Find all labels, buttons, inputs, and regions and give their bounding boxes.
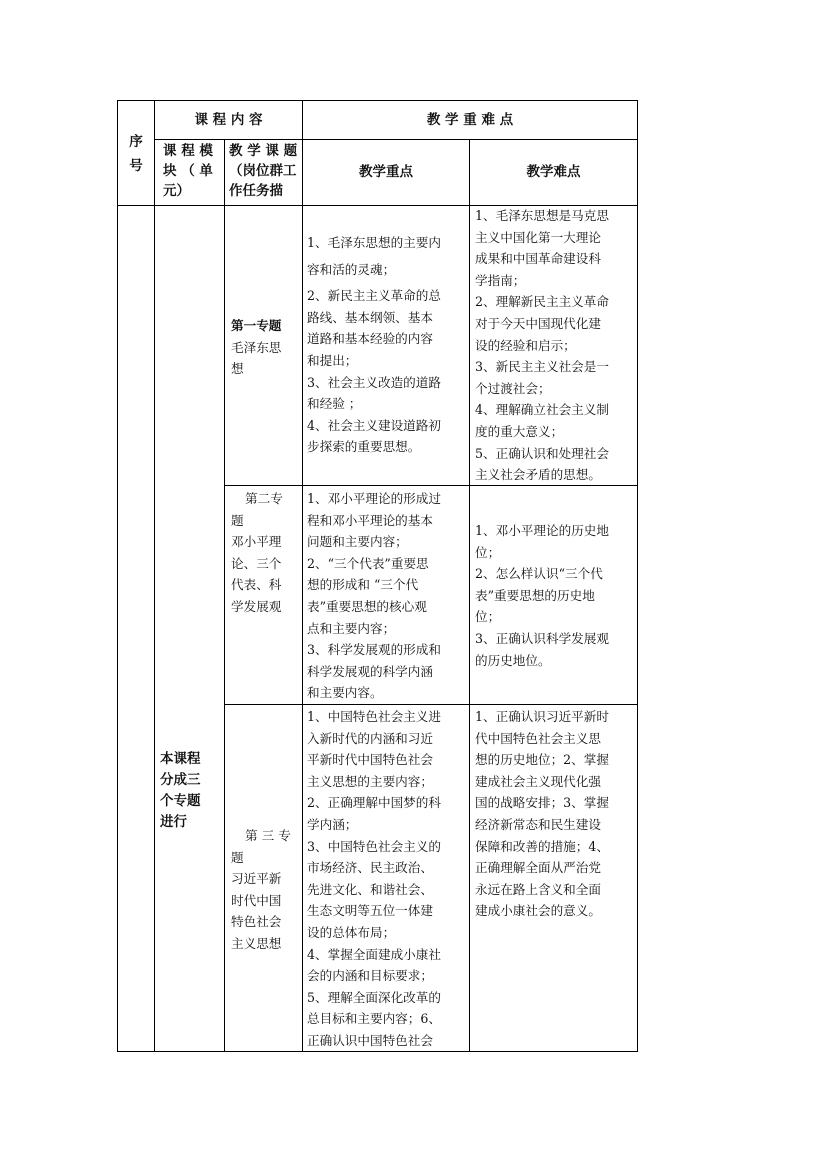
teaching-focus-header: 教 学 重 难 点 — [426, 112, 514, 128]
row-divider — [224, 704, 638, 705]
topic-cell: 第一专题 毛泽东思 想 — [231, 318, 282, 377]
topic-header: 教 学 课 题 （岗位群工 作任务描 — [229, 143, 298, 199]
course-content-header: 课 程 内 容 — [194, 112, 263, 128]
difficulties-cell: 1、正确认识习近平新时 代中国特色社会主义思 想的历史地位；2、掌握 建成社会主义现代化强 国的战略安排；3、掌握 经济新常态和民生建设 保障和改善的措施；4、 正确理解全面从严治党 永远在路上含义和全面 建成小康社会的意义。 — [475, 709, 609, 919]
key-points-header: 教学重点 — [359, 164, 413, 180]
table-border-left — [117, 100, 118, 1051]
seq-header: 序 号 — [129, 134, 143, 174]
difficulties-cell: 1、毛泽东思想是马克思 主义中国化第一大理论 成果和中国革命建设科 学指南； 2、理解新民主主义革命 对于今天中国现代化建 设的经验和启示； 3、新民主主义社会是一 个过渡社会； 4、理解确立社会主义制 度的重大意义； 5、正确认识和处理社会 主义社会矛盾的思想。 — [475, 208, 609, 483]
module-cell: 本课程 分成三 个专题 进行 — [160, 751, 201, 830]
column-divider — [302, 100, 303, 1051]
column-divider — [469, 139, 470, 1051]
table-border-top — [117, 100, 638, 101]
module-header: 课 程 模 块 （ 单 元） — [163, 143, 213, 199]
difficulties-header: 教学难点 — [526, 164, 581, 180]
topic-cell: 第二专 题 邓小平理 论、三个 代表、科 学发展观 — [231, 491, 283, 614]
column-divider — [154, 100, 155, 1051]
difficulties-cell: 1、邓小平理论的历史地 位； 2、怎么样认识“三个代 表”重要思想的历史地 位； 3、正确认识科学发展观 的历史地位。 — [475, 523, 609, 668]
key-points-cell: 1、毛泽东思想的主要内 容和活的灵魂； 2、新民主主义革命的总 路线、基本纲领、基本 道路和基本经验的内容 和提出； 3、社会主义改造的道路 和经验 ； 4、社会主义建设道路初 步探索的重要思想。 — [307, 235, 441, 455]
key-points-cell: 1、中国特色社会主义进 入新时代的内涵和习近 平新时代中国特色社会 主义思想的主要内容； 2、正确理解中国梦的科 学内涵； 3、中国特色社会主义的 市场经济、民主政治、 先进文化、和谐社会、 生态文明等五位一体建 设的总体布局； 4、掌握全面建成小康社 会的内涵和目标要求； 5、理解全面深化改革的 总目标和主要内容；6、 正确认识中国特色社会 — [307, 709, 441, 1048]
column-divider — [224, 139, 225, 1051]
row-divider — [154, 139, 638, 140]
table-border-right — [637, 100, 638, 1051]
table-border-bottom — [117, 1051, 638, 1052]
key-points-cell: 1、邓小平理论的形成过 程和邓小平理论的基本 问题和主要内容； 2、“三个代表”重要思 想的形成和 “三个代 表”重要思想的核心观 点和主要内容； 3、科学发展观的形成和 科学发展观的科学内涵 和主要内容。 — [307, 491, 441, 701]
topic-cell: 第 三 专 题 习近平新 时代中国 特色社会 主义思想 — [231, 828, 291, 951]
